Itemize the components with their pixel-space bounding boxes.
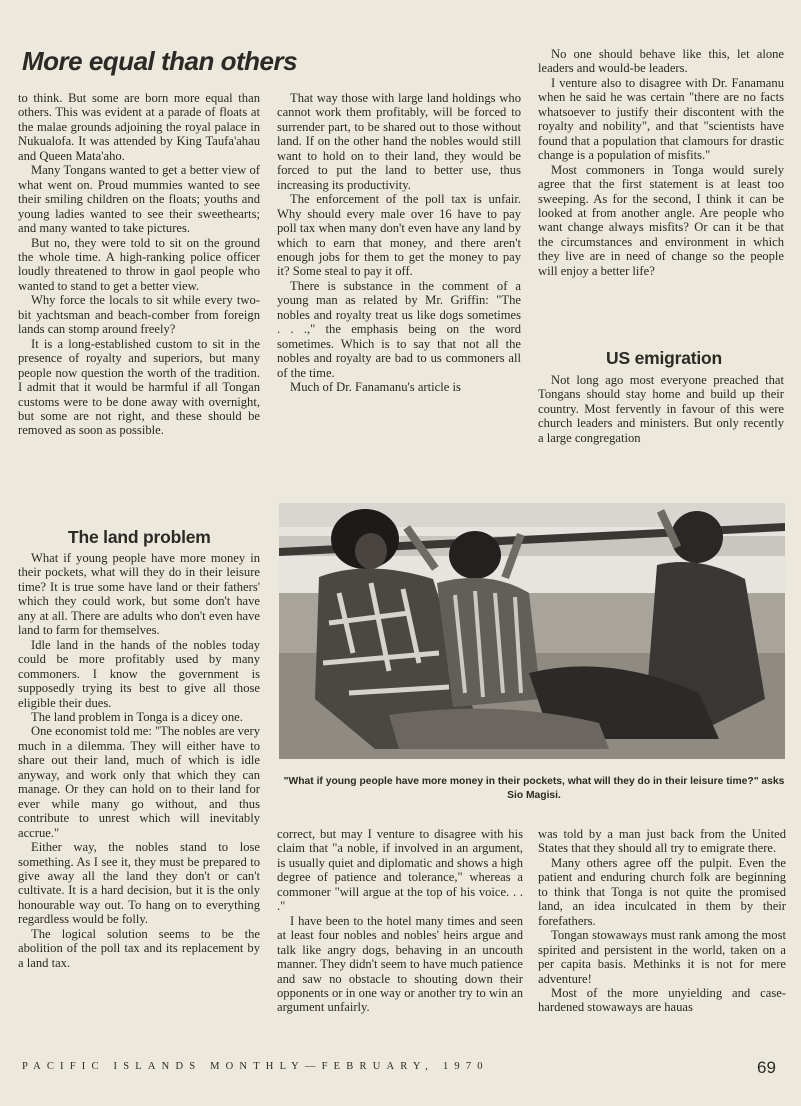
paragraph: Most commoners in Tonga would surely agree that the first statement is at least too sweeping. As for the second, I think it can be looked at from another angle. Are people who want change always misfits? Or can it be that the circumstances and environment in which they live are in need of change so the people will enjoy a better life? — [538, 162, 784, 278]
paragraph: What if young people have more money in their pockets, what will they do in their leisure time? It is true some have land or their fathers' which they could work, but some don't have any at all. There are adults who don't even have land to farm for themselves. — [18, 551, 260, 638]
paragraph: One economist told me: "The nobles are very much in a dilemma. They will either have to share out their land, much of which is idle anyway, and work only that which they can manage. Or they can hold on to their land for ever while many go without, and thus contribute to unrest which will inevitably accrue." — [18, 724, 260, 840]
photo-caption: "What if young people have more money in their pockets, what will they do in their leisure time?" asks Sio Magisi. — [283, 776, 785, 801]
paragraph: I have been to the hotel many times and seen at least four nobles and nobles' heirs argue and talk like angry dogs, behaving in an uncouth manner. They didn't seem to have much patience and saw no obstacle to shouting down their opponents or in one way or another try to win an argument unfairly. — [277, 913, 523, 1015]
paragraph: Many Tongans wanted to get a better view of what went on. Proud mummies wanted to see their smiling children on the floats; youths and young ladies wanted to see their sweethearts; and many wanted to take pictures. — [18, 163, 260, 236]
subheading-us-emigration: US emigration — [606, 348, 723, 368]
paragraph: Many others agree off the pulpit. Even the patient and enduring church folk are beginning to think that Tonga is not quite the promised land, an idea inculcated in them by their forefathers. — [538, 855, 786, 928]
column-3-top — [538, 47, 784, 278]
paragraph: The land problem in Tonga is a dicey one. — [31, 709, 243, 724]
column-1-bottom — [18, 551, 260, 970]
photograph — [279, 503, 785, 759]
column-2-top — [277, 91, 521, 395]
column-3-bottom — [538, 827, 786, 1015]
page-number: 69 — [757, 1058, 776, 1077]
photo-illustration — [279, 503, 785, 759]
paragraph: Either way, the nobles stand to lose something. As I see it, they must be prepared to give away all the land they don't or can't cultivate. It is a hard decision, but it is the only honourable way out. To hang on to everything regardless would be folly. — [18, 840, 260, 927]
paragraph: I venture also to disagree with Dr. Fanamanu when he said he was certain "there are no facts whatsoever to justify their discontent with the royalty and nobility", and that "scientists have found that a population that clamours for drastic change is a population of misfits." — [538, 75, 784, 163]
paragraph: correct, but may I venture to disagree with his claim that "a noble, if involved in an argument, is usually quiet and diplomatic and shows a high degree of patience and tolerance," whereas a commoner "will argue at the top of his voice. . . ." — [277, 827, 523, 914]
paragraph: Idle land in the hands of the nobles today could be more profitably used by many commoners. I know the government is supposedly trying its best to give all those eligible their dues. — [18, 637, 260, 710]
page-footer: PACIFIC ISLANDS MONTHLY—FEBRUARY, 1970 — [22, 1061, 489, 1072]
paragraph: That way those with large land holdings who cannot work them profitably, will be forced to surrender part, to be shared out to those without land. If on the other hand the nobles would still want to hold on to their land, they would be forced to put the land to better use, thus increasing its productivity. — [277, 91, 521, 192]
paragraph: Not long ago most everyone preached that Tongans should stay home and build up their country. Most fervently in favour of this were church leaders and ministers. But only recently a large congregation — [538, 373, 784, 445]
paragraph: No one should behave like this, let alone leaders and would-be leaders. — [538, 47, 784, 76]
paragraph: was told by a man just back from the United States that they should all try to emigrate there. — [538, 827, 786, 856]
paragraph: The logical solution seems to be the abolition of the poll tax and its replacement by a land tax. — [18, 926, 260, 970]
subheading-land-problem: The land problem — [68, 527, 211, 547]
paragraph: It is a long-established custom to sit in the presence of royalty and superiors, but many people now question the worth of the tradition. I admit that it would be harmful if all Tongan customs were to be done away with overnight, but some are not right, and these should be removed as soon as possible. — [18, 336, 260, 438]
paragraph: to think. But some are born more equal than others. This was evident at a parade of floats at the malae grounds adjoining the royal palace in Nukualofa. It was attended by King Taufa'ahau and Queen Mata'aho. — [18, 91, 260, 163]
paragraph: Most of the more unyielding and case-hardened stowaways are hauas — [538, 985, 786, 1015]
paragraph: The enforcement of the poll tax is unfair. Why should every male over 16 have to pay poll tax when many don't even have any land by which to earn that money, and there aren't enough jobs for them to get the money to pay it? Some steal to pay it off. — [277, 192, 521, 279]
column-3-middle — [538, 373, 784, 445]
column-2-bottom — [277, 827, 523, 1015]
paragraph: Tongan stowaways must rank among the most spirited and persistent in the world, taken on a per capita basis. Methinks it is not for mere adventure! — [538, 928, 786, 986]
paragraph: Much of Dr. Fanamanu's article is — [290, 380, 461, 395]
page-title: More equal than others — [22, 46, 298, 76]
column-1-top — [18, 91, 260, 438]
paragraph: Why force the locals to sit while every two-bit yachtsman and beach-comber from foreign lands can stomp around freely? — [18, 293, 260, 337]
paragraph: But no, they were told to sit on the ground the whole time. A high-ranking police officer loudly threatened to throw in gaol people who wanted to stand to get a better view. — [18, 235, 260, 293]
paragraph: There is substance in the comment of a young man as related by Mr. Griffin: "The nobles and royalty treat us like dogs sometimes . . .," the emphasis being on the word sometimes. Which is to say that not all the nobles and royalty are bad to us commoners all of the time. — [277, 278, 521, 380]
